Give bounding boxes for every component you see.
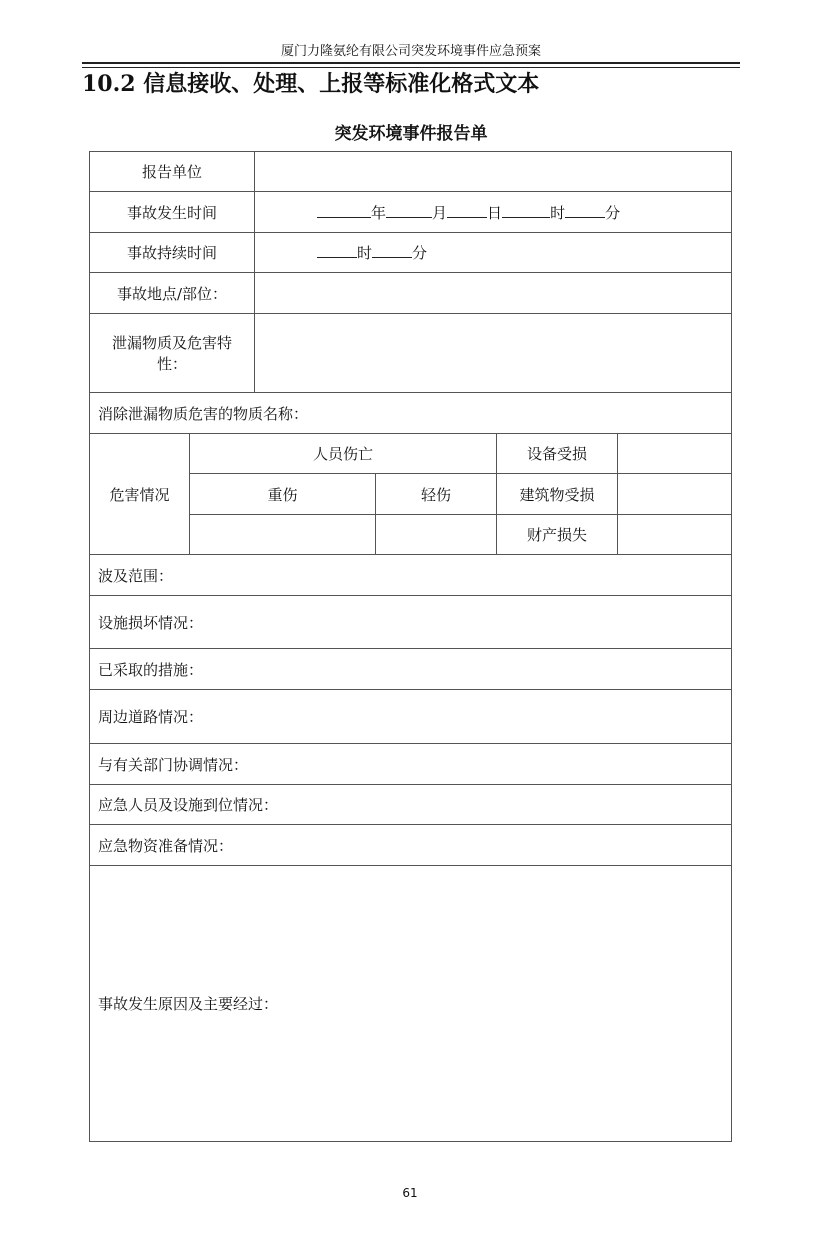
serious-injury-header: 重伤 <box>190 474 376 515</box>
day-blank[interactable] <box>447 203 487 218</box>
month-unit: 月 <box>432 203 448 222</box>
report-unit-field[interactable] <box>255 152 732 192</box>
location-label: 事故地点/部位： <box>90 273 255 314</box>
occurrence-time-field[interactable] <box>255 192 732 233</box>
duration-hour-blank[interactable] <box>317 243 357 258</box>
day-unit: 日 <box>487 203 503 222</box>
minute-blank[interactable] <box>565 203 605 218</box>
measures-row[interactable]: 已采取的措施： <box>90 649 732 690</box>
coordination-row[interactable]: 与有关部门协调情况： <box>90 744 732 785</box>
minor-injury-header: 轻伤 <box>376 474 497 515</box>
roads-row[interactable]: 周边道路情况： <box>90 690 732 744</box>
year-blank[interactable] <box>317 203 371 218</box>
duration-label: 事故持续时间 <box>90 233 255 273</box>
facility-damage-row[interactable]: 设施损坏情况： <box>90 596 732 649</box>
header-rule-thick <box>82 62 740 64</box>
year-unit: 年 <box>371 203 387 222</box>
duration-hour-unit: 时 <box>357 244 373 262</box>
harm-label: 危害情况 <box>90 434 190 555</box>
scope-row[interactable]: 波及范围： <box>90 555 732 596</box>
running-header: 厦门力隆氨纶有限公司突发环境事件应急预案 <box>280 44 541 59</box>
supplies-row[interactable]: 应急物资准备情况： <box>90 825 732 866</box>
duration-minute-blank[interactable] <box>372 243 412 258</box>
personnel-row[interactable]: 应急人员及设施到位情况： <box>90 785 732 825</box>
equipment-damage-label: 设备受损 <box>497 434 618 474</box>
duration-field[interactable] <box>255 233 732 273</box>
casualties-header: 人员伤亡 <box>190 434 497 474</box>
section-title: 10.2 信息接收、处理、上报等标准化格式文本 <box>82 71 540 97</box>
page-number: 61 <box>402 1186 418 1200</box>
hour-blank[interactable] <box>502 203 550 218</box>
incident-report-form <box>89 151 732 1142</box>
building-damage-field[interactable] <box>618 474 732 515</box>
building-damage-label: 建筑物受损 <box>497 474 618 515</box>
occurrence-time-label: 事故发生时间 <box>90 192 255 233</box>
hour-unit: 时 <box>550 203 566 222</box>
elimination-row[interactable]: 消除泄漏物质危害的物质名称： <box>90 393 732 434</box>
cause-row[interactable]: 事故发生原因及主要经过： <box>90 866 732 1142</box>
month-blank[interactable] <box>386 203 432 218</box>
equipment-damage-field[interactable] <box>618 434 732 474</box>
minute-unit: 分 <box>605 203 621 222</box>
serious-injury-field[interactable] <box>190 515 376 555</box>
form-title: 突发环境事件报告单 <box>334 124 488 144</box>
property-loss-label: 财产损失 <box>497 515 618 555</box>
location-field[interactable] <box>255 273 732 314</box>
report-unit-label: 报告单位 <box>90 152 255 192</box>
minor-injury-field[interactable] <box>376 515 497 555</box>
property-loss-field[interactable] <box>618 515 732 555</box>
leak-nature-label: 泄漏物质及危害特性： <box>90 314 255 393</box>
duration-minute-unit: 分 <box>412 244 428 262</box>
leak-nature-field[interactable] <box>255 314 732 393</box>
